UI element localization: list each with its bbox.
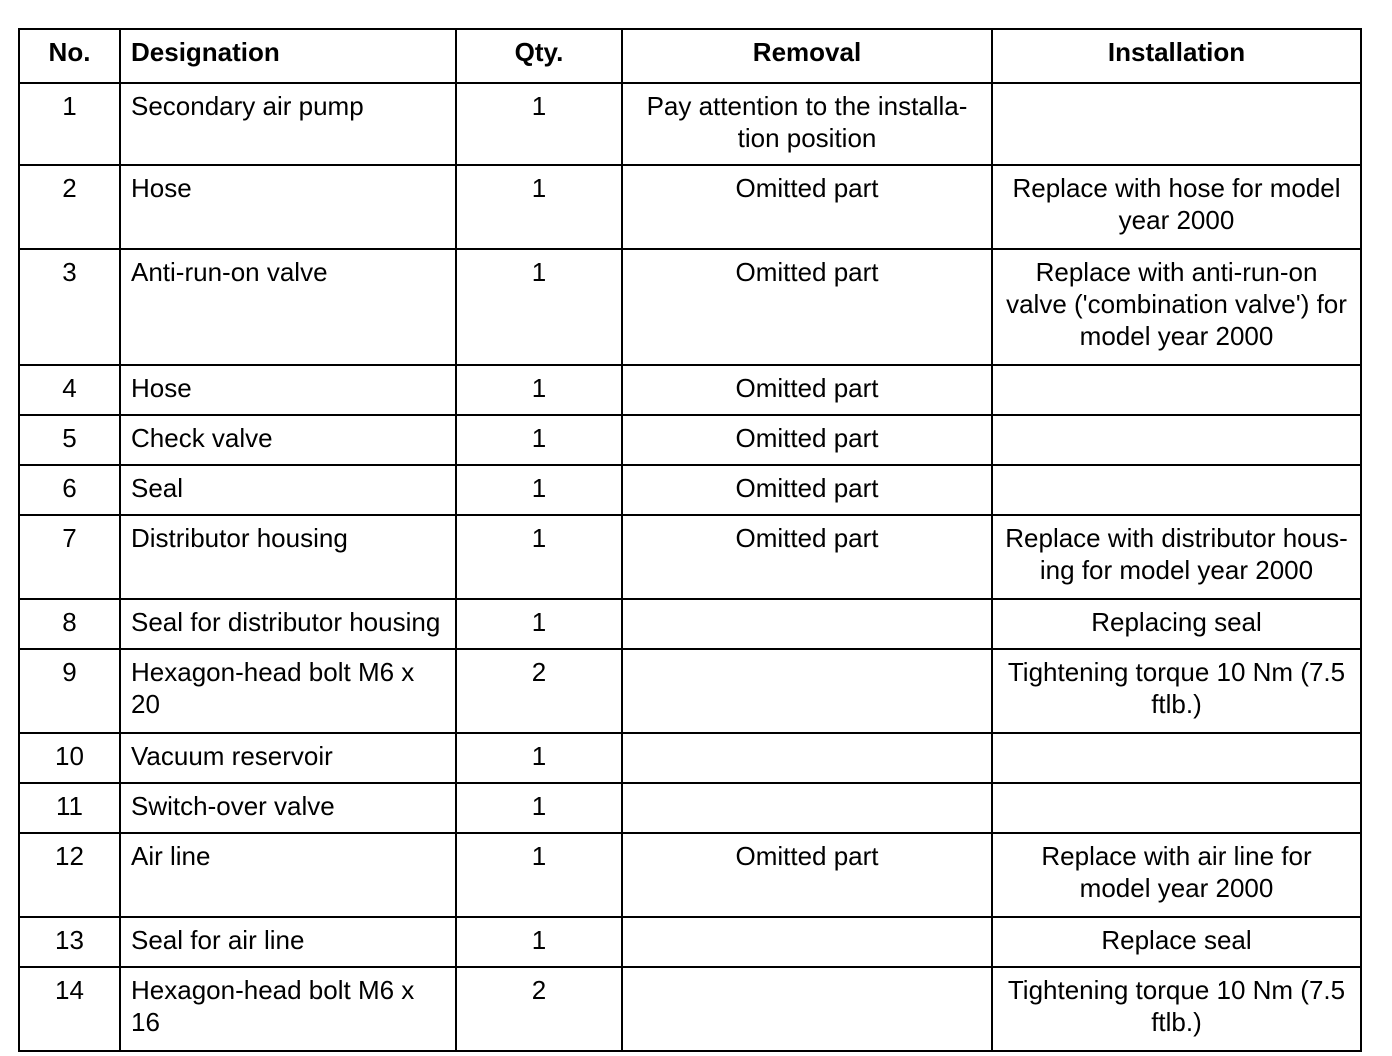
table-row xyxy=(19,967,1361,1051)
cell-installation: Replacing seal xyxy=(992,599,1361,649)
cell-no: 7 xyxy=(19,515,120,599)
cell-qty: 1 xyxy=(456,733,622,783)
cell-installation: Tightening torque 10 Nm (7.5 ftlb.) xyxy=(992,649,1361,733)
header-removal: Removal xyxy=(622,29,992,83)
cell-removal xyxy=(622,733,992,783)
table-row xyxy=(19,165,1361,249)
cell-qty: 2 xyxy=(456,649,622,733)
cell-designation: Switch-over valve xyxy=(120,783,456,833)
cell-designation: Vacuum reservoir xyxy=(120,733,456,783)
table-row xyxy=(19,365,1361,415)
cell-designation: Hose xyxy=(120,365,456,415)
cell-qty: 1 xyxy=(456,783,622,833)
table-row xyxy=(19,83,1361,165)
cell-qty: 1 xyxy=(456,465,622,515)
cell-removal: Omitted part xyxy=(622,365,992,415)
header-no: No. xyxy=(19,29,120,83)
header-installation: Installation xyxy=(992,29,1361,83)
cell-removal: Omitted part xyxy=(622,515,992,599)
table-row xyxy=(19,415,1361,465)
cell-removal xyxy=(622,917,992,967)
cell-qty: 1 xyxy=(456,365,622,415)
cell-installation xyxy=(992,733,1361,783)
cell-qty: 1 xyxy=(456,917,622,967)
cell-designation: Seal for distributor housing xyxy=(120,599,456,649)
cell-installation: Replace with hose for model year 2000 xyxy=(992,165,1361,249)
cell-removal: Omitted part xyxy=(622,465,992,515)
cell-qty: 1 xyxy=(456,165,622,249)
table-header-row xyxy=(19,29,1361,83)
cell-removal: Omitted part xyxy=(622,249,992,365)
cell-qty: 1 xyxy=(456,599,622,649)
cell-designation: Secondary air pump xyxy=(120,83,456,165)
table-row xyxy=(19,917,1361,967)
cell-installation: Replace with distributor hous-ing for model year 2000 xyxy=(992,515,1361,599)
cell-installation: Replace with air line for model year 2000 xyxy=(992,833,1361,917)
cell-qty: 1 xyxy=(456,833,622,917)
cell-no: 10 xyxy=(19,733,120,783)
cell-installation: Tightening torque 10 Nm (7.5 ftlb.) xyxy=(992,967,1361,1051)
cell-removal: Omitted part xyxy=(622,415,992,465)
cell-qty: 1 xyxy=(456,83,622,165)
cell-no: 5 xyxy=(19,415,120,465)
cell-removal: Pay attention to the installa-tion position xyxy=(622,83,992,165)
table-row xyxy=(19,599,1361,649)
cell-designation: Distributor housing xyxy=(120,515,456,599)
cell-installation: Replace seal xyxy=(992,917,1361,967)
cell-no: 2 xyxy=(19,165,120,249)
table-row xyxy=(19,833,1361,917)
cell-designation: Air line xyxy=(120,833,456,917)
table-row xyxy=(19,733,1361,783)
cell-qty: 1 xyxy=(456,249,622,365)
cell-no: 9 xyxy=(19,649,120,733)
table-row xyxy=(19,249,1361,365)
cell-installation xyxy=(992,365,1361,415)
cell-installation xyxy=(992,83,1361,165)
cell-designation: Check valve xyxy=(120,415,456,465)
cell-removal xyxy=(622,649,992,733)
cell-designation: Anti-run-on valve xyxy=(120,249,456,365)
cell-designation: Hexagon-head bolt M6 x 20 xyxy=(120,649,456,733)
parts-table xyxy=(18,28,1362,1052)
cell-designation: Hexagon-head bolt M6 x 16 xyxy=(120,967,456,1051)
cell-no: 13 xyxy=(19,917,120,967)
cell-qty: 1 xyxy=(456,515,622,599)
cell-no: 3 xyxy=(19,249,120,365)
cell-installation: Replace with anti-run-on valve ('combination valve') for model year 2000 xyxy=(992,249,1361,365)
cell-removal xyxy=(622,783,992,833)
cell-installation xyxy=(992,465,1361,515)
cell-removal xyxy=(622,967,992,1051)
cell-installation xyxy=(992,783,1361,833)
cell-removal: Omitted part xyxy=(622,833,992,917)
table-row xyxy=(19,783,1361,833)
cell-no: 6 xyxy=(19,465,120,515)
header-designation: Designation xyxy=(120,29,456,83)
cell-no: 1 xyxy=(19,83,120,165)
table-row xyxy=(19,649,1361,733)
cell-designation: Seal xyxy=(120,465,456,515)
cell-no: 4 xyxy=(19,365,120,415)
cell-designation: Hose xyxy=(120,165,456,249)
cell-removal: Omitted part xyxy=(622,165,992,249)
cell-no: 12 xyxy=(19,833,120,917)
header-qty: Qty. xyxy=(456,29,622,83)
cell-qty: 1 xyxy=(456,415,622,465)
cell-no: 8 xyxy=(19,599,120,649)
table-row xyxy=(19,465,1361,515)
cell-removal xyxy=(622,599,992,649)
cell-no: 14 xyxy=(19,967,120,1051)
cell-installation xyxy=(992,415,1361,465)
table-row xyxy=(19,515,1361,599)
cell-qty: 2 xyxy=(456,967,622,1051)
cell-no: 11 xyxy=(19,783,120,833)
cell-designation: Seal for air line xyxy=(120,917,456,967)
